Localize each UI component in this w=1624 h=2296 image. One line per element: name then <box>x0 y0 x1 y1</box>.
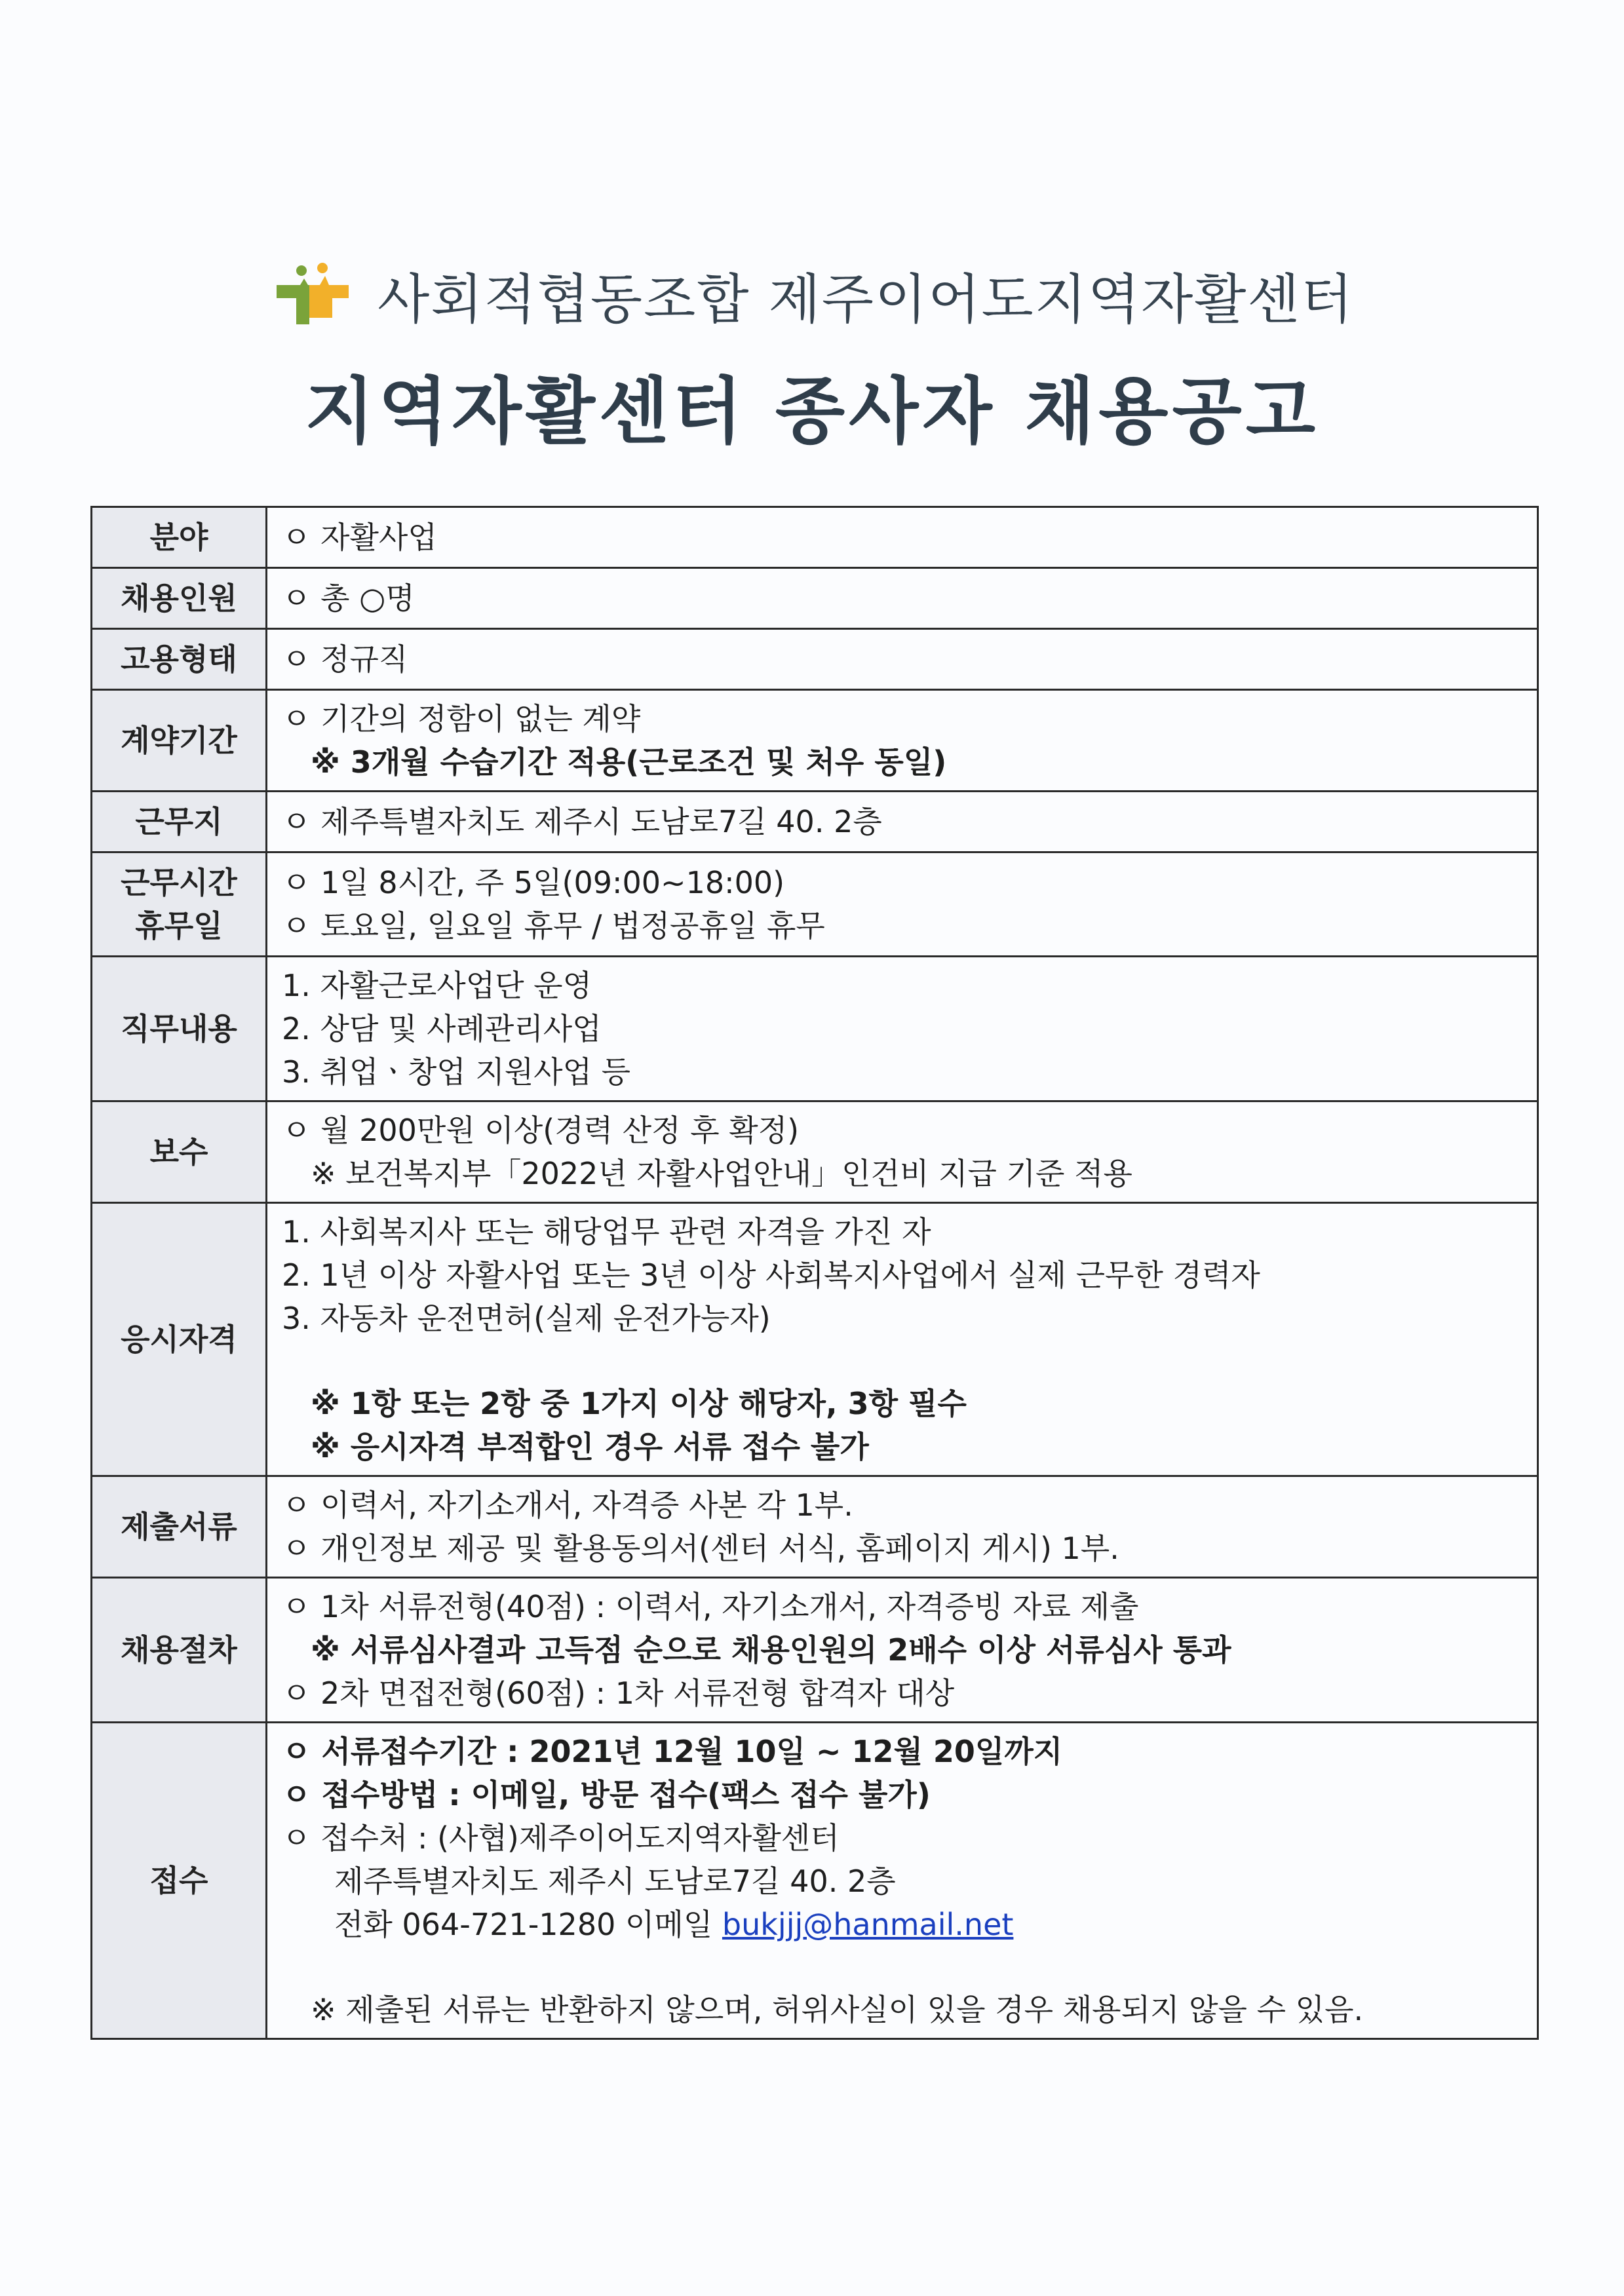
header <box>0 249 1624 457</box>
label-hours-line-1: 근무시간 <box>121 865 237 900</box>
submission-place: ㅇ 접수처 : (사협)제주이어도지역자활센터 <box>282 1820 840 1856</box>
value-headcount <box>267 568 1538 629</box>
field-line-1: ㅇ 자활사업 <box>282 520 437 555</box>
value-field <box>267 507 1538 568</box>
org-line <box>0 249 1624 341</box>
label-salary: 보수 <box>92 1101 267 1203</box>
row-field <box>92 507 1538 568</box>
organization-name: 사회적협동조합 제주이어도지역자활센터 <box>377 268 1354 331</box>
label-documents: 제출서류 <box>92 1476 267 1578</box>
qualification-note-1: ※ 1항 또는 2항 중 1가지 이상 해당자, 3항 필수 <box>311 1386 967 1421</box>
duties-line-1: 1. 자활근로사업단 운영 <box>282 968 592 1003</box>
hours-line-1: ㅇ 1일 8시간, 주 5일(09:00~18:00) <box>282 865 785 900</box>
qualification-note-2: ※ 응시자격 부적합인 경우 서류 접수 불가 <box>311 1429 869 1464</box>
value-submission <box>267 1723 1538 2039</box>
value-procedure <box>267 1578 1538 1723</box>
row-workplace <box>92 792 1538 852</box>
spacer <box>282 1946 1522 1988</box>
row-documents <box>92 1476 1538 1578</box>
qualification-line-1: 1. 사회복지사 또는 해당업무 관련 자격을 가진 자 <box>282 1214 931 1250</box>
salary-note: ※ 보건복지부「2022년 자활사업안내」인건비 지급 기준 적용 <box>311 1156 1132 1191</box>
documents-line-1: ㅇ 이력서, 자기소개서, 자격증 사본 각 1부. <box>282 1487 853 1523</box>
submission-method: ㅇ 접수방법 : 이메일, 방문 접수(팩스 접수 불가) <box>282 1777 931 1812</box>
value-hours <box>267 852 1538 957</box>
row-qualifications <box>92 1203 1538 1476</box>
employment-type-line-1: ㅇ 정규직 <box>282 641 408 677</box>
value-employment-type <box>267 629 1538 690</box>
label-contract: 계약기간 <box>92 690 267 792</box>
label-duties: 직무내용 <box>92 957 267 1101</box>
workplace-line-1: ㅇ 제주특별자치도 제주시 도남로7길 40. 2층 <box>282 804 882 839</box>
value-duties <box>267 957 1538 1101</box>
qualification-line-2: 2. 1년 이상 자활사업 또는 3년 이상 사회복지사업에서 실제 근무한 경력자 <box>282 1257 1260 1293</box>
contract-line-1: ㅇ 기간의 정함이 없는 계약 <box>282 701 641 737</box>
contract-note: ※ 3개월 수습기간 적용(근로조건 및 처우 동일) <box>311 744 947 780</box>
label-procedure: 채용절차 <box>92 1578 267 1723</box>
row-employment-type <box>92 629 1538 690</box>
value-contract <box>267 690 1538 792</box>
qualification-line-3: 3. 자동차 운전면허(실제 운전가능자) <box>282 1301 771 1336</box>
label-field: 분야 <box>92 507 267 568</box>
value-documents <box>267 1476 1538 1578</box>
duties-line-2: 2. 상담 및 사례관리사업 <box>282 1011 602 1046</box>
row-contract <box>92 690 1538 792</box>
submission-address: 제주특별자치도 제주시 도남로7길 40. 2층 <box>334 1864 896 1899</box>
submission-period: ㅇ 서류접수기간 : 2021년 12월 10일 ~ 12월 20일까지 <box>282 1734 1063 1769</box>
label-qualifications: 응시자격 <box>92 1203 267 1476</box>
label-hours-line-2: 휴무일 <box>135 908 223 944</box>
row-hours <box>92 852 1538 957</box>
row-headcount <box>92 568 1538 629</box>
email-link[interactable]: bukjjj@hanmail.net <box>722 1907 1014 1942</box>
row-submission <box>92 1723 1538 2039</box>
procedure-note: ※ 서류심사결과 고득점 순으로 채용인원의 2배수 이상 서류심사 통과 <box>311 1632 1231 1668</box>
row-duties <box>92 957 1538 1101</box>
hours-line-2: ㅇ 토요일, 일요일 휴무 / 법정공휴일 휴무 <box>282 908 825 944</box>
submission-contact <box>282 1903 1522 1946</box>
label-workplace: 근무지 <box>92 792 267 852</box>
submission-note: ※ 제출된 서류는 반환하지 않으며, 허위사실이 있을 경우 채용되지 않을 수 있음. <box>311 1992 1364 2027</box>
value-qualifications <box>267 1203 1538 1476</box>
label-hours <box>92 852 267 957</box>
headcount-line-1: ㅇ 총 ○명 <box>282 581 415 616</box>
page-title: 지역자활센터 종사자 채용공고 <box>305 370 1319 453</box>
duties-line-3: 3. 취업ㆍ창업 지원사업 등 <box>282 1054 631 1090</box>
value-salary <box>267 1101 1538 1203</box>
label-headcount: 채용인원 <box>92 568 267 629</box>
job-notice-table <box>90 506 1539 2040</box>
documents-line-2: ㅇ 개인정보 제공 및 활용동의서(센터 서식, 홈페이지 게시) 1부. <box>282 1531 1119 1566</box>
procedure-line-1: ㅇ 1차 서류전형(40점) : 이력서, 자기소개서, 자격증빙 자료 제출 <box>282 1589 1139 1624</box>
spacer <box>282 1340 1522 1382</box>
value-workplace <box>267 792 1538 852</box>
procedure-line-2: ㅇ 2차 면접전형(60점) : 1차 서류전형 합격자 대상 <box>282 1675 955 1711</box>
label-submission: 접수 <box>92 1723 267 2039</box>
organization-logo-icon <box>270 259 355 331</box>
contact-phone-text: 전화 064-721-1280 이메일 <box>334 1907 722 1942</box>
salary-line-1: ㅇ 월 200만원 이상(경력 산정 후 확정) <box>282 1113 800 1148</box>
row-salary <box>92 1101 1538 1203</box>
label-employment-type: 고용형태 <box>92 629 267 690</box>
row-procedure <box>92 1578 1538 1723</box>
